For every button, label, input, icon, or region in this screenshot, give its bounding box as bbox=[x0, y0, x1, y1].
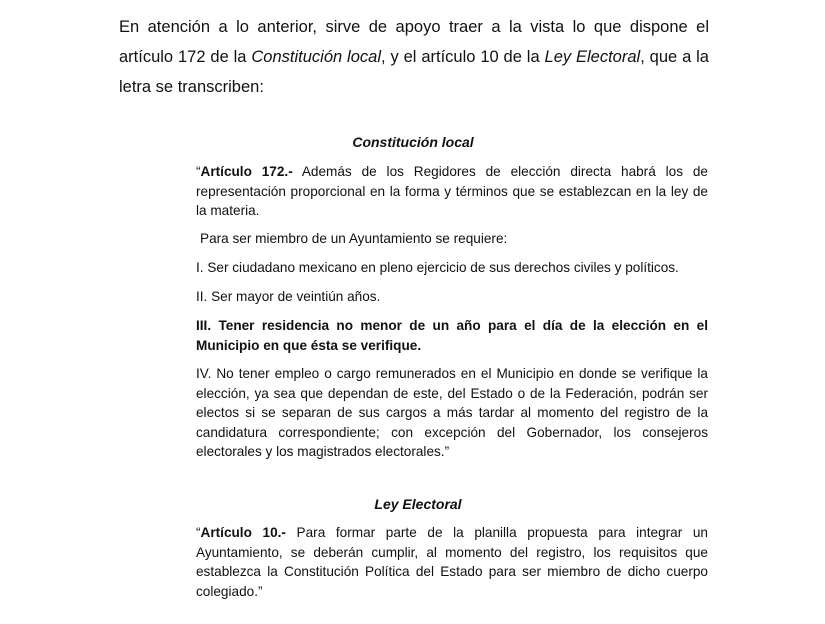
open-quote: “ bbox=[196, 525, 201, 540]
requirements-intro: Para ser miembro de un Ayuntamiento se requiere: bbox=[200, 231, 508, 246]
intro-text-2: , y el artículo 10 de la bbox=[381, 48, 545, 66]
article-10-text: Para formar parte de la planilla propuesta para integrar un Ayuntamiento, se deberán cumplir, al momento del registro, los requisitos que establezca la Constitución Política del Estado para ser miembro de dicho cuerpo colegiado.” bbox=[196, 525, 708, 599]
requirement-item-iv: IV. No tener empleo o cargo remunerados en el Municipio en donde se verifique la elección, ya sea que dependan de este, del Estado o de la Federación, podrán ser electos si se separan de sus cargos a más tardar al momento del registro de la candidatura correspondiente; con excepción del Gobernador, los consejeros electorales y los magistrados electorales.” bbox=[196, 366, 708, 459]
heading-constitucion-local: Constitución local bbox=[352, 134, 474, 150]
article-10-lead: Artículo 10.- bbox=[200, 525, 286, 540]
article-10-paragraph bbox=[196, 523, 708, 601]
article-172-paragraph bbox=[196, 162, 708, 221]
intro-emphasis-constitucion: Constitución local bbox=[251, 48, 381, 66]
article-172-text: Además de los Regidores de elección directa habrá los de representación proporcional en la forma y términos que se establezcan en la ley de la materia. bbox=[196, 164, 708, 218]
requirement-item-iii: III. Tener residencia no menor de un año para el día de la elección en el Municipio en que ésta se verifique. bbox=[196, 318, 708, 353]
intro-text-3: , que a la letra se transcriben: bbox=[119, 48, 709, 96]
intro-emphasis-ley: Ley Electoral bbox=[544, 48, 641, 66]
article-172-lead: Artículo 172.- bbox=[200, 164, 293, 179]
intro-text-1: En atención a lo anterior, sirve de apoyo traer a la vista lo que dispone el artículo 172 de la bbox=[119, 18, 709, 66]
requirement-item-ii: II. Ser mayor de veintiún años. bbox=[196, 289, 381, 304]
open-quote: “ bbox=[196, 164, 201, 179]
heading-ley-electoral: Ley Electoral bbox=[374, 496, 462, 512]
intro-paragraph bbox=[119, 12, 709, 102]
requirement-item-i: I. Ser ciudadano mexicano en pleno ejercicio de sus derechos civiles y políticos. bbox=[196, 260, 679, 275]
